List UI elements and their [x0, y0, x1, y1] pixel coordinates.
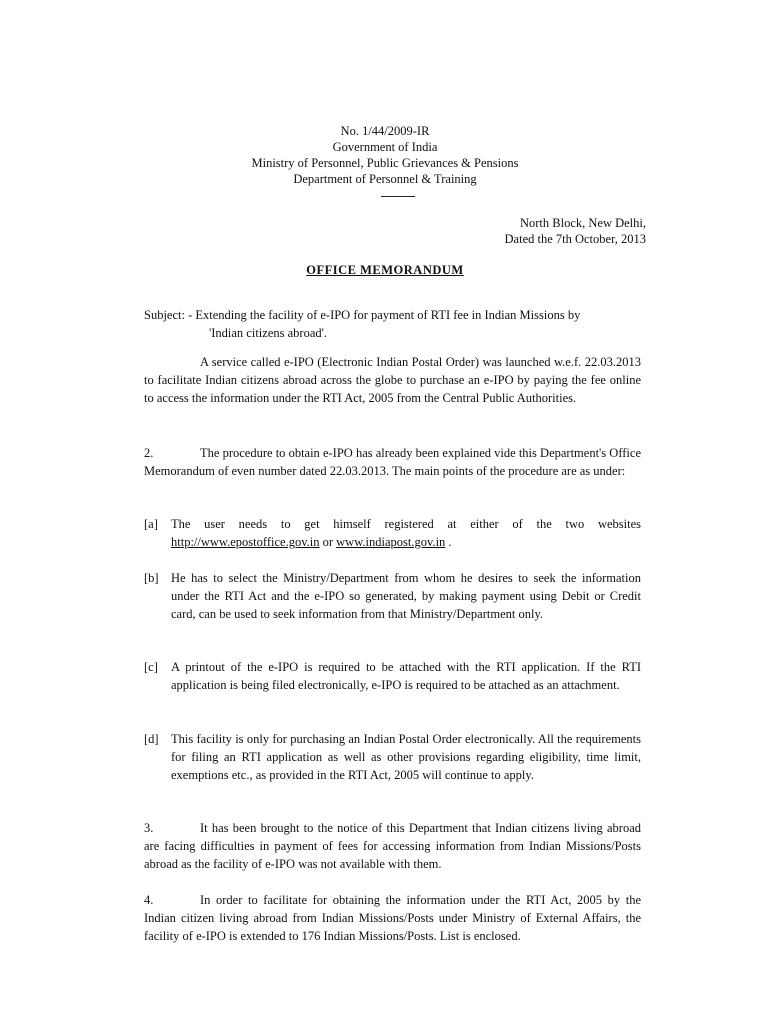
subject-line-2: 'Indian citizens abroad'.: [209, 326, 327, 340]
list-text-c: A printout of the e-IPO is required to be attached with the RTI application. If the RTI application is being filed electronically, e-IPO is required to be attached as an attachment.: [171, 660, 641, 692]
subject-label: Subject: -: [144, 308, 193, 322]
address-date: Dated the 7th October, 2013: [504, 232, 646, 246]
file-number: No. 1/44/2009-IR: [340, 124, 430, 138]
list-text-b: He has to select the Ministry/Department from whom he desires to seek the information under the RTI Act and the e-IPO so generated, by making payment using Debit or Credit card, can be used to seek information from that Ministry/Department only.: [171, 571, 641, 621]
list-text-a: The user needs to get himself registered at either of the two websites http://www.epostoffice.gov.in or www.indiapost.gov.in .: [171, 517, 641, 549]
list-item-d: [144, 730, 641, 784]
paragraph-2-text: The procedure to obtain e-IPO has already been explained vide this Department's Office Memorandum of even number dated 22.03.2013. The main points of the procedure are as under:: [144, 446, 641, 478]
department-line: Department of Personnel & Training: [293, 172, 477, 186]
address-place: North Block, New Delhi,: [519, 216, 646, 230]
list-marker-d: [d]: [144, 732, 159, 746]
paragraph-3-text: It has been brought to the notice of this Department that Indian citizens living abroad are facing difficulties in payment of fees for accessing information from Indian Missions/Posts abroad as the facility of e-IPO was not available with them.: [144, 821, 641, 871]
ministry-line: Ministry of Personnel, Public Grievances & Pensions: [251, 156, 519, 170]
header-divider: [381, 196, 415, 197]
memo-title: OFFICE MEMORANDUM: [306, 263, 464, 277]
paragraph-2-number: 2.: [144, 446, 154, 460]
subject-line-1: Extending the facility of e-IPO for payment of RTI fee in Indian Missions by: [195, 308, 581, 322]
list-item-b: [144, 569, 641, 623]
list-marker-a: [a]: [144, 517, 158, 531]
list-item-a: [144, 515, 641, 551]
subject-block: [144, 306, 641, 342]
list-item-c: [144, 658, 641, 694]
government-line: Government of India: [332, 140, 438, 154]
list-text-d: This facility is only for purchasing an Indian Postal Order electronically. All the requirements for filing an RTI application as well as other provisions regarding eligibility, time limit, exemptions etc., as provided in the RTI Act, 2005 will continue to apply.: [171, 732, 641, 782]
indiapost-link[interactable]: www.indiapost.gov.in: [336, 535, 446, 549]
paragraph-3: [144, 819, 641, 873]
paragraph-4: [144, 891, 641, 945]
paragraph-4-number: 4.: [144, 893, 154, 907]
paragraph-1: A service called e-IPO (Electronic Indian Postal Order) was launched w.e.f. 22.03.2013 to facilitate Indian citizens abroad across the globe to purchase an e-IPO by paying the fee online to access the information under the RTI Act, 2005 from the Central Public Authorities.: [144, 355, 641, 405]
list-marker-c: [c]: [144, 660, 158, 674]
paragraph-3-number: 3.: [144, 821, 154, 835]
paragraph-2: [144, 444, 641, 480]
epostoffice-link[interactable]: http://www.epostoffice.gov.in: [171, 535, 320, 549]
list-marker-b: [b]: [144, 571, 159, 585]
paragraph-4-text: In order to facilitate for obtaining the information under the RTI Act, 2005 by the Indian citizen living abroad from Indian Missions/Posts under Ministry of External Affairs, the facility of e-IPO is extended to 176 Indian Missions/Posts. List is enclosed.: [144, 893, 641, 943]
